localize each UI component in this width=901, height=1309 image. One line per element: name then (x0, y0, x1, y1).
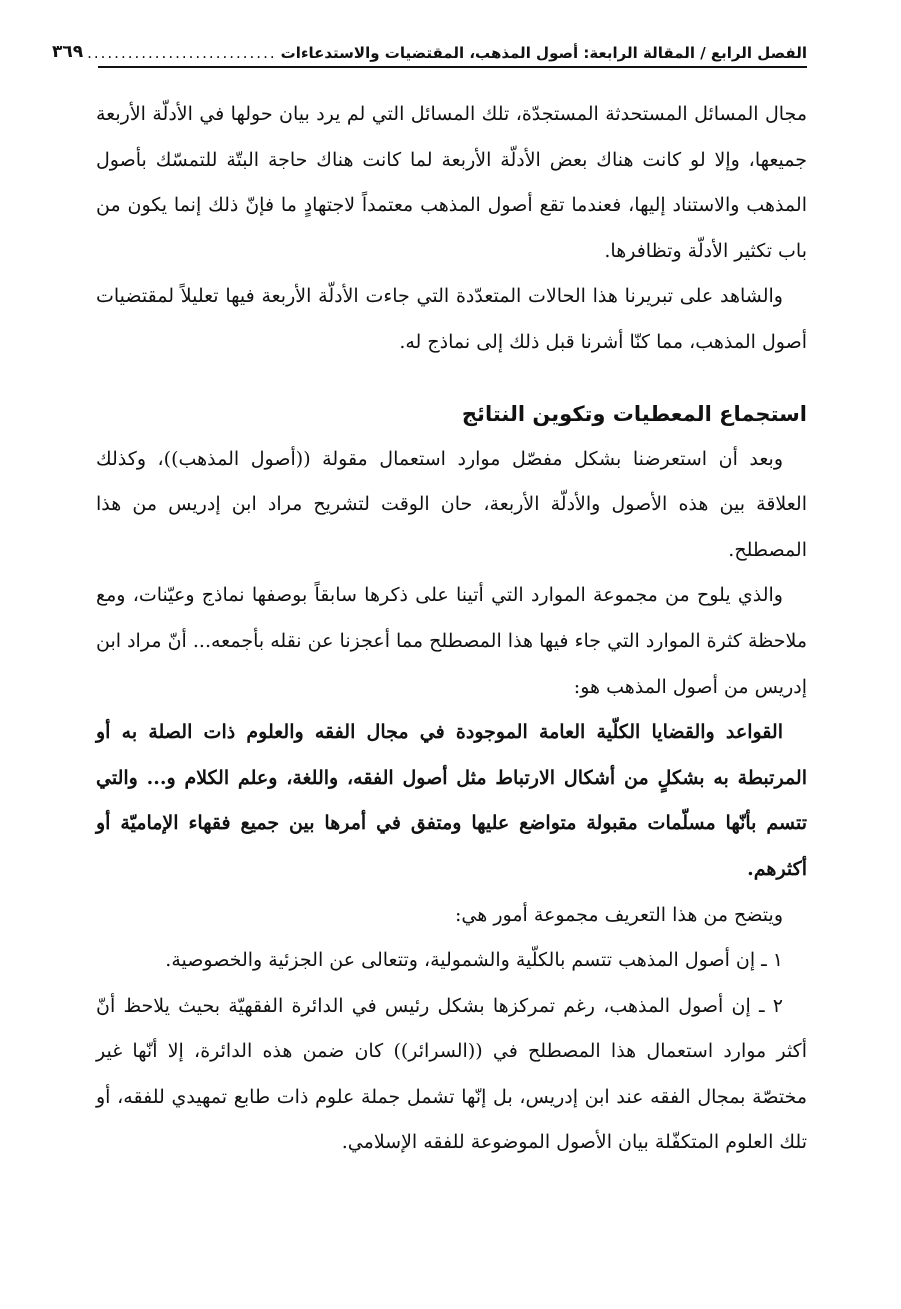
definition-paragraph: القواعد والقضايا الكلّية العامة الموجودة في مجال الفقه والعلوم ذات الصلة به أو المرتبطة به بشكلٍ من أشكال الارتباط مثل أصول الفقه، واللغة، وعلم الكلام و... والتي تتسم بأنّها مسلّمات مقبولة متواضع عليها ومتفق في أمرها بين جميع فقهاء الإماميّة أو أكثرهم. (96, 721, 807, 880)
paragraph: والذي يلوح من مجموعة الموارد التي أتينا على ذكرها سابقاً بوصفها نماذج وعيّنات، ومع ملاحظة كثرة الموارد التي جاء فيها هذا المصطلح مما أعجزنا عن نقله بأجمعه... أنّ مراد ابن إدريس من أصول المذهب هو: (96, 584, 807, 698)
running-header-leader-dots: ............................ (87, 44, 277, 62)
numbered-point: ١ ـ إن أصول المذهب تتسم بالكلّية والشمولية، وتتعالى عن الجزئية والخصوصية. (165, 949, 783, 972)
paragraph: وبعد أن استعرضنا بشكل مفصّل موارد استعمال مقولة ((أصول المذهب))، وكذلك العلاقة بين هذه الأصول والأدلّة الأربعة، حان الوقت لتشريح مراد ابن إدريس من هذا المصطلح. (96, 447, 807, 561)
paragraph: مجال المسائل المستحدثة المستجدّة، تلك المسائل التي لم يرد بيان حولها في الأدلّة الأربعة جميعها، وإلا لو كانت هناك بعض الأدلّة الأربعة لما كانت هناك حاجة البتّة للتمسّك بأصول المذهب والاستناد إليها، فعندما تقع أصول المذهب معتمداً لاجتهادٍ ما فإنّ ذلك إنما يكون من باب تكثير الأدلّة وتظافرها. (96, 103, 807, 262)
numbered-point: ٢ ـ إن أصول المذهب، رغم تمركزها بشكل رئيس في الدائرة الفقهيّة بحيث يلاحظ أنّ أكثر موارد استعمال هذا المصطلح في ((السرائر)) كان ضمن هذه الدائرة، إلا أنّها غير مختصّة بمجال الفقه عند ابن إدريس، بل إنّها تشمل جملة علوم ذات طابع تمهيدي للفقه، أو تلك العلوم المتكفّلة بيان الأصول الموضوعة للفقه الإسلامي. (96, 994, 807, 1154)
running-header (51, 28, 807, 62)
page-number: ٣٦٩ (51, 42, 84, 62)
paragraph: والشاهد على تبريرنا هذا الحالات المتعدّدة التي جاءت الأدلّة الأربعة فيها تعليلاً لمقتضيات أصول المذهب، مما كنّا أشرنا قبل ذلك إلى نماذج له. (96, 285, 807, 353)
running-header-title: الفصل الرابع / المقالة الرابعة: أصول المذهب، المقتضيات والاستدعاءات (280, 44, 807, 62)
paragraph: ويتضح من هذا التعريف مجموعة أمور هي: (455, 903, 783, 926)
section-heading: استجماع المعطيات وتكوين النتائج (461, 401, 807, 426)
header-divider (98, 66, 807, 68)
page-body (96, 92, 807, 1166)
